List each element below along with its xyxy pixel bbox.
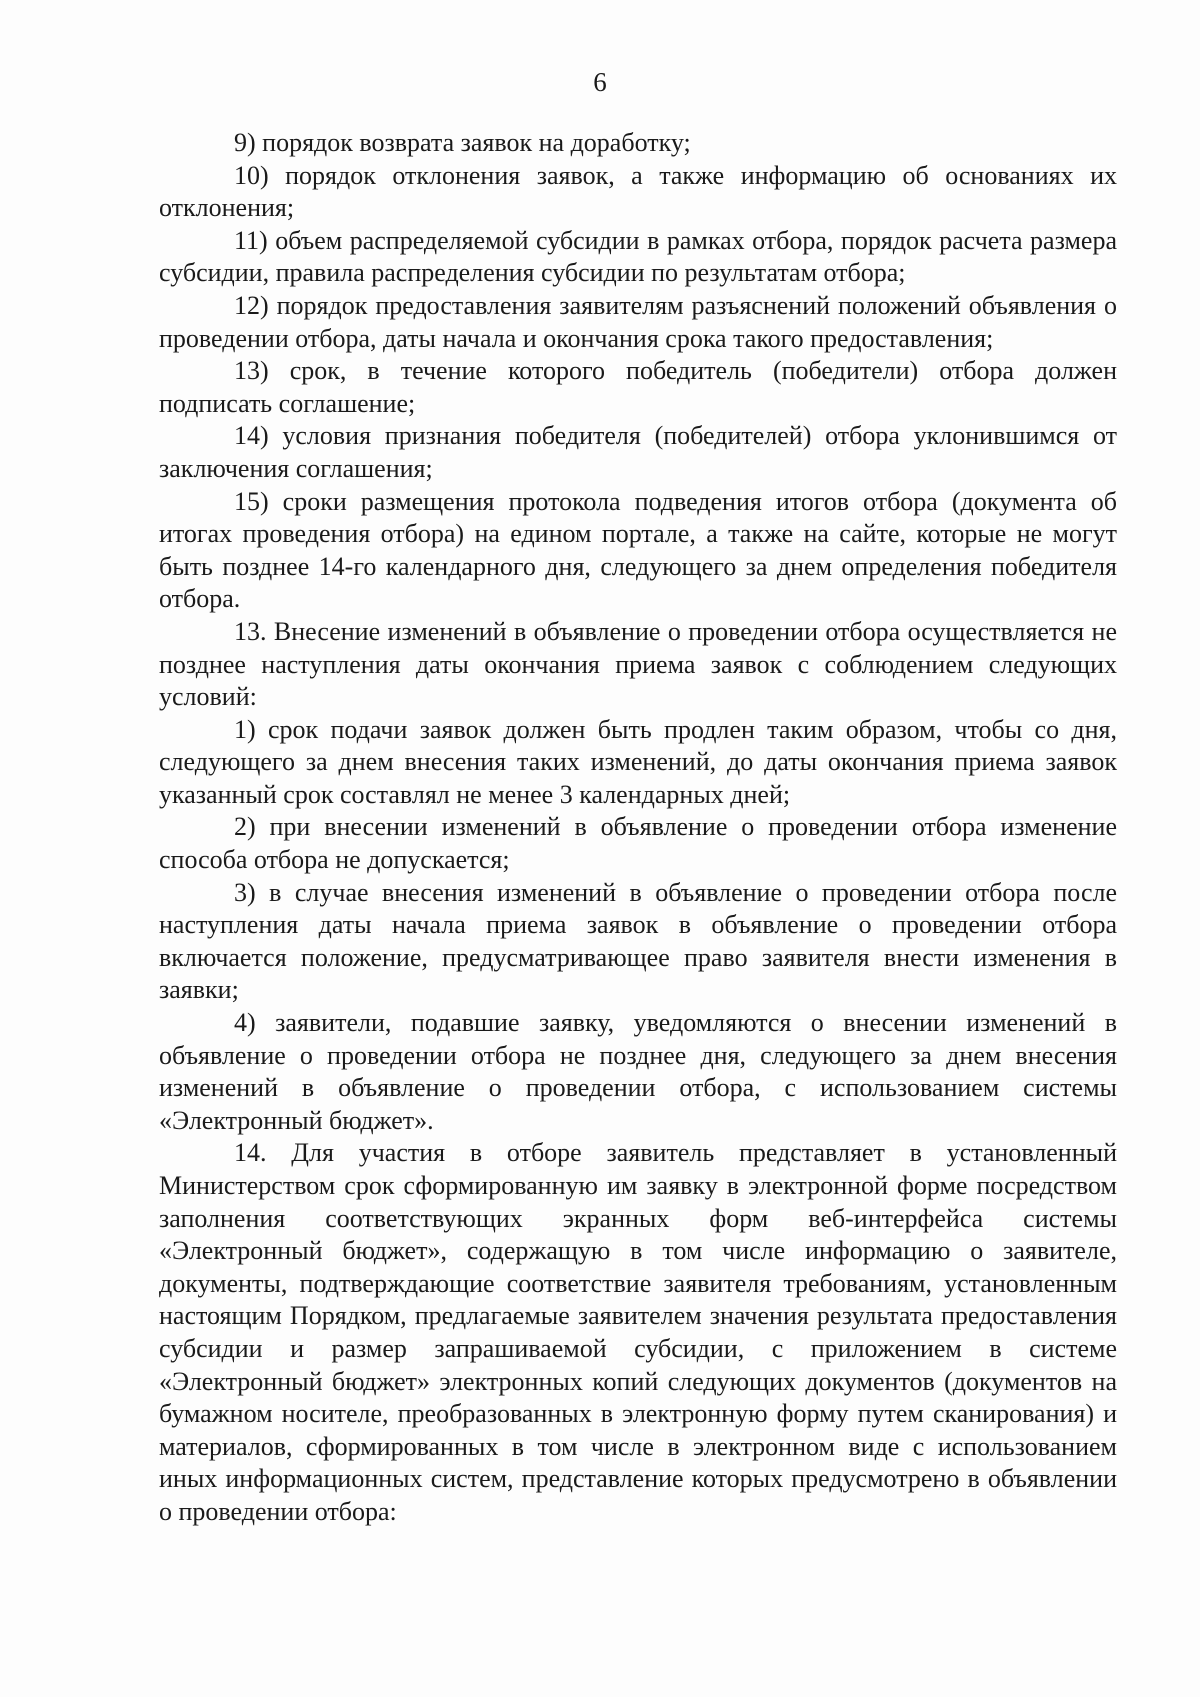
paragraph-item-15: 15) сроки размещения протокола подведения итогов отбора (документа об итогах проведения отбора) на едином портале, а также на сайте, которые не могут быть позднее 14-го календарного дня, следующего за днем определения победителя отбора. — [159, 486, 1117, 614]
paragraph-item-13: 13) срок, в течение которого победитель (победители) отбора должен подписать соглашение; — [159, 356, 1117, 418]
paragraph-item-10: 10) порядок отклонения заявок, а также информацию об основаниях их отклонения; — [159, 160, 1117, 223]
section-13-item-1: 1) срок подачи заявок должен быть продлен таким образом, чтобы со дня, следующего за днем внесения таких изменений, до даты окончания приема заявок указанный срок составлял не менее 3 календарных дней; — [159, 714, 1117, 809]
section-13-item-2: 2) при внесении изменений в объявление о проведении отбора изменение способа отбора не допускается; — [159, 812, 1117, 875]
section-13-paragraph: 13. Внесение изменений в объявление о проведении отбора осуществляется не позднее наступления даты окончания приема заявок с соблюдением следующих условий: — [159, 616, 1117, 712]
section-14-paragraph: 14. Для участия в отборе заявитель представляет в установленный Министерством срок сформированную им заявку в электронной форме посредством заполнения соответствующих экранных форм веб-интерфейса системы «Электронный бюджет», содержащую в том числе информацию о заявителе, документы, подтверждающие соответствие заявителя требованиям, установленным настоящим Порядком, предлагаемые заявителем значения результата предоставления субсидии и размер запрашиваемой субсидии, с приложением в системе «Электронный бюджет» электронных копий следующих документов (документов на бумажном носителе, преобразованных в электронную форму путем сканирования) и материалов, сформированных в том числе в электронном виде с использованием иных информационных систем, представление которых предусмотрено в объявлении о проведении отбора: — [159, 1138, 1117, 1526]
paragraph-item-12: 12) порядок предоставления заявителям разъяснений положений объявления о проведении отбора, даты начала и окончания срока такого предоставления; — [159, 290, 1117, 353]
paragraph-item-11: 11) объем распределяемой субсидии в рамках отбора, порядок расчета размера субсидии, правила распределения субсидии по результатам отбора; — [159, 225, 1117, 288]
section-13-item-3: 3) в случае внесения изменений в объявление о проведении отбора после наступления даты начала приема заявок в объявление о проведении отбора включается положение, предусматривающее право заявителя внести изменения в заявки; — [159, 877, 1117, 1005]
paragraph-item-9: 9) порядок возврата заявок на доработку; — [234, 128, 691, 157]
document-body — [159, 127, 1117, 1529]
section-13-item-4: 4) заявители, подавшие заявку, уведомляются о внесении изменений в объявление о проведении отбора не позднее дня, следующего за днем внесения изменений в объявление о проведении отбора, с использованием системы «Электронный бюджет». — [159, 1008, 1117, 1135]
paragraph-item-14: 14) условия признания победителя (победителей) отбора уклонившимся от заключения соглашения; — [159, 421, 1117, 483]
page-number: 6 — [593, 67, 607, 97]
